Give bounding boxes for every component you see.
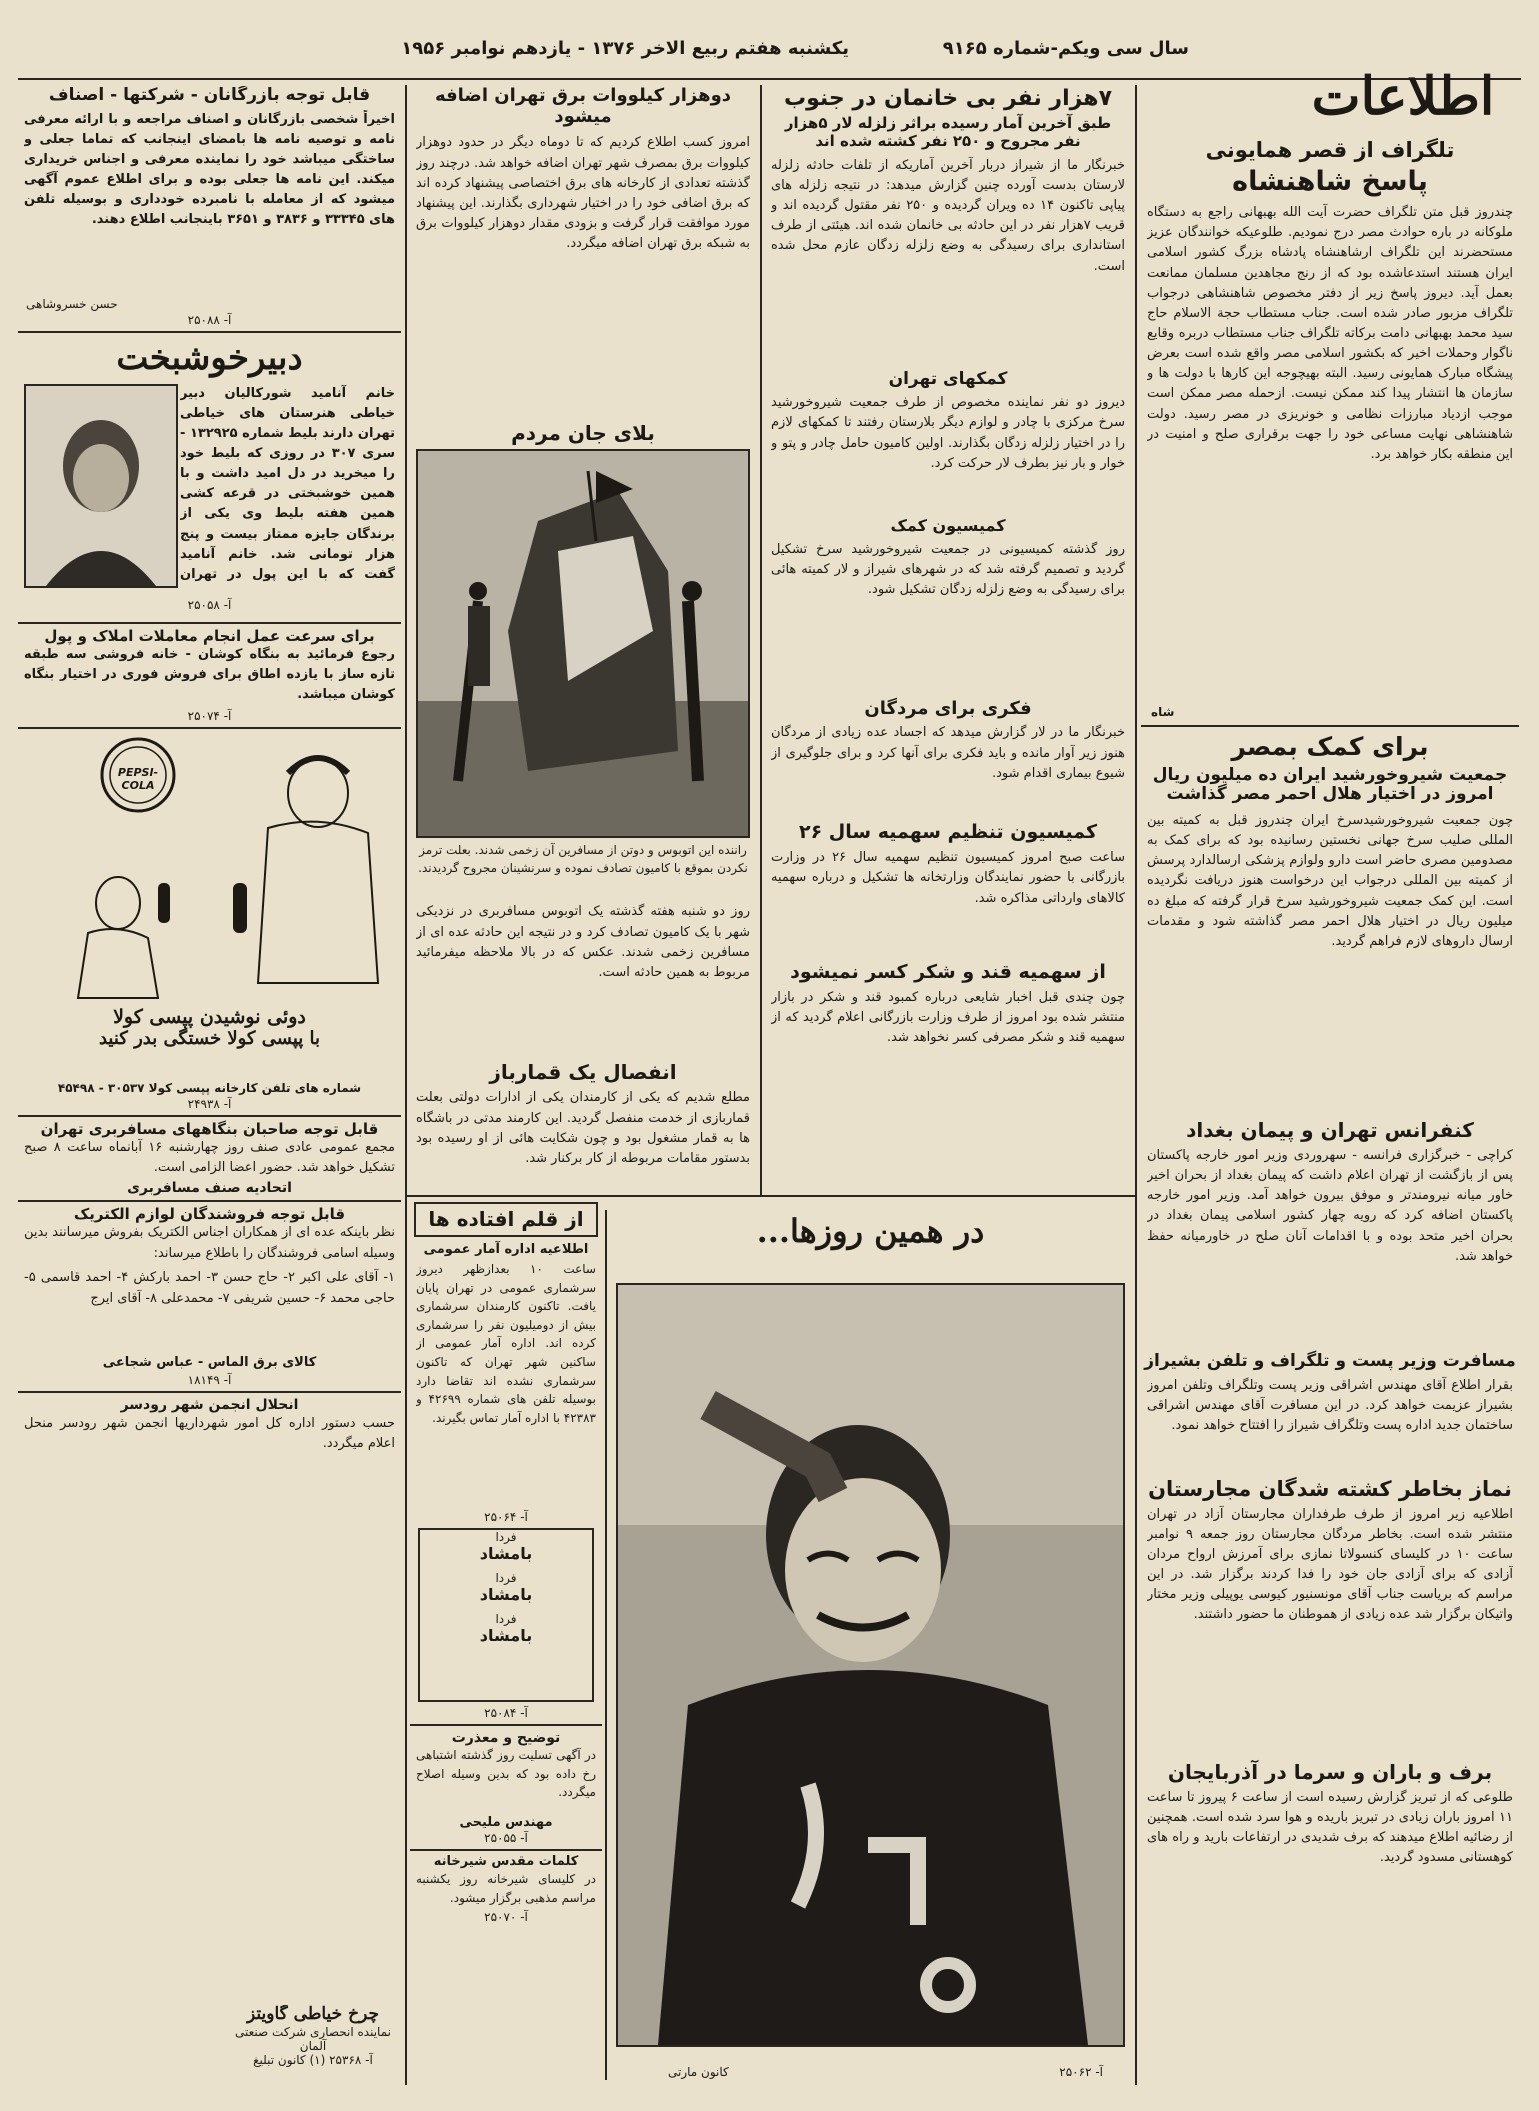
pepsi-illustration	[18, 733, 401, 1003]
apology-body: در آگهی تسلیت روز گذشته اشتباهی رخ داده بود که بدین وسیله اصلاح میگردد.	[416, 1748, 596, 1800]
headline: کمیسیون تنظیم سهمیه سال ۲۶	[798, 821, 1098, 844]
feature-section	[608, 1205, 1133, 2083]
pepsi-logo: PEPSI-COLA	[117, 765, 159, 792]
apology-signature: مهندس ملیحی	[459, 1815, 553, 1831]
headline: دوهزار کیلووات برق تهران اضافه میشود	[434, 86, 732, 127]
section-title: از قلم افتاده ها	[414, 1202, 598, 1237]
church-title: کلمات مقدس شیرخانه	[433, 1853, 579, 1869]
ad-list: ۱- آقای علی اکبر ۲- حاج حسن ۳- احمد بارکش ۴- احمد قاسمی ۵- حاجی محمد ۶- حسین شریفی ۷- محمدعلی ۸- آقای ایرج	[24, 1270, 395, 1306]
headline: نماز بخاطر کشته شدگان مجارستان	[1148, 1476, 1512, 1501]
portrait-image	[26, 386, 176, 586]
article-body: روز دو شنبه هفته گذشته یک اتوبوس مسافربری در نزدیکی شهر با یک کامیون تصادف کرد و در نتیجه این حادثه عده ای از مسافرین زخمی شدند. عکس که در بالا ملاحظه میفرمائید مربوط به همین حادثه است.	[416, 904, 750, 980]
article-body: ساعت صبح امروز کمیسیون تنظیم سهمیه سال ۲۶ در وزارت بازرگانی با حضور نمایندگان وزارتخانه ها تشکیل و درباره سهمیه کالاهای وارداتی مذاکره شد.	[771, 850, 1125, 906]
ad-ref: آ- ۱۸۱۴۹	[187, 1373, 232, 1388]
feature-photo-image	[618, 1285, 1123, 2045]
ad-ref: آ- ۲۴۹۳۸	[187, 1096, 232, 1111]
ad-ref: آ- ۲۵۰۸۴	[484, 1705, 528, 1720]
issue-date: یکشنبه هفتم ربیع الاخر ۱۳۷۶ - یازدهم نوامبر ۱۹۵۶	[401, 38, 849, 59]
section-rule	[405, 1195, 1137, 1197]
article-body: چون جمعیت شیروخورشیدسرخ ایران چندروز قبل به کمیته بین المللی صلیب سرخ جهانی نخستین رسانیده بود که برای کمک به مصدومین مصری حاضر است دارو ولوازم پزشکی ارسالدارد پرسش از کمیته بین المللی درجواب این درخواست هنوز دریافت نگردیده است. این کمک جمعیت شیروخورشید سرخ قرار گرفته که مبلغ ده میلیون ریال در اختیار هلال احمر مصر گذاشته شود و مقدمات ارسال داروهای لازم فراهم گردید.	[1147, 813, 1513, 949]
sewing-machine-ad	[225, 2005, 401, 2083]
church-body: در کلیسای شیرخانه روز یکشنبه مراسم مذهبی برگزار میشود.	[416, 1871, 596, 1905]
headline: پاسخ شاهنشاه	[1232, 166, 1428, 198]
column-notices	[410, 1202, 602, 2082]
kicker: تلگراف از قصر همایونی	[1205, 138, 1455, 162]
ad-title: انحلال انجمن شهر رودسر	[120, 1397, 299, 1414]
accident-photo	[416, 449, 750, 838]
ad-ref: آ- ۲۵۰۷۰	[484, 1909, 528, 1924]
article-body: دیروز دو نفر نماینده مخصوص از طرف جمعیت شیروخورشید سرخ مرکزی با چادر و لوازم دیگر بلارستان رفتند تا کمکهای لازم را در اختیار زلزله زدگان بگذارند. اولین کامیون حامل چادر و پتو و خوار و بار نیز بطرف لار حرکت کرد.	[771, 395, 1125, 471]
column-rule	[1135, 85, 1137, 2085]
ad-body: مجمع عمومی عادی صنف روز چهارشنبه ۱۶ آبانماه ساعت ۸ صبح تشکیل خواهد شد. حضور اعضا الزامی است.	[24, 1140, 395, 1176]
pepsi-body: با پپسی کولا خستگی بدر کنید	[98, 1027, 321, 1049]
ad-ref: آ- ۲۵۰۶۴	[484, 1509, 528, 1524]
headline: مسافرت وزیر پست و تلگراف و تلفن بشیراز	[1144, 1351, 1516, 1372]
ad-title: چرخ خیاطی گاویتز	[247, 2005, 379, 2024]
ad-ref: آ- ۲۵۰۸۸	[187, 312, 232, 327]
column-rule	[405, 85, 407, 2085]
ad-ref: آ- ۲۵۰۶۲	[1059, 2065, 1103, 2079]
headline: از سهمیه قند و شکر کسر نمیشود	[790, 961, 1106, 984]
column-news-2	[765, 86, 1131, 1191]
ad-title: قابل توجه بازرگانان - شرکتها - اصناف	[48, 86, 371, 105]
ad-body: خانم آنامید شورکالیان دبیر خیاطی هنرستان های خیاطی تهران دارند بلیط شماره ۱۳۲۹۲۵ - سری ۳۰۷ در روزی که بلیط خود را میخرید در دل امید داشت و با همین خوشبختی در قرعه کشی همین هفته بلیط وی یکی از برندگان جایزه ممتاز بیست و پنج هزار تومانی شد. خانم آنامید گفت که با این پول در تهران	[180, 385, 395, 582]
ad-footer: کالای برق الماس - عباس شجاعی	[102, 1355, 317, 1371]
notice-body: ساعت ۱۰ بعدازظهر دیروز سرشماری عمومی در تهران پایان یافت. تاکنون کارمندان سرشماری بیش از دومیلیون نفر را سرشماری کرده اند. اداره آمار عمومی از ساکنین شهر تهران که تاکنون سرشماری نشده اند تقاضا دارد بوسیله تلفن های شماره ۴۲۶۹۹ و ۴۲۳۸۳ با اداره آمار تماس بگیرند.	[416, 1261, 596, 1425]
article-body: خبرنگار ما در لار گزارش میدهد که اجساد عده زیادی از مردگان هنوز زیر آوار مانده و باید فکری برای آنها کرد و برای جلوگیری از شیوع بیماری اقدام شود.	[771, 725, 1125, 781]
pepsi-slogan: دوئی نوشیدن پپسی کولا	[113, 1005, 306, 1028]
article-body: روز گذشته کمیسیونی در جمعیت شیروخورشید سرخ تشکیل گردید و تصمیم گرفته شد که در شهرهای شیراز و لار کمیته هائی برای رسیدگی به وضع زلزله زدگان تشکیل شود.	[771, 541, 1125, 598]
portrait-photo	[24, 384, 178, 588]
ad-body: نظر باینکه عده ای از همکاران اجناس الکتریک بفروش میرسانند بدین وسیله اسامی فروشندگان را باطلاع میرساند:	[24, 1225, 395, 1261]
ad-body: اخیراً شخصی بازرگانان و اصناف مراجعه و با ارائه معرفی نامه و توصیه نامه ها بامضای اینجانب که تماما جعلی و ساختگی میباشد خود را نماینده معرفی و اجناس خریداری میکند. این نامه ها جعلی بوده و برای اطلاع عموم آگهی میشود که از معامله با نامبرده خودداری و بوسیله تلفن های ۳۳۳۴۵ و ۳۸۳۶ و ۳۶۵۱ باینجانب اطلاع دهند.	[24, 111, 395, 228]
article-body: چون چندی قبل اخبار شایعی درباره کمبود قند و شکر در بازار منتشر شده بود امروز از طرف وزارت بازرگانی اعلام گردید که از سهمیه قند و شکر مصرفی کسر نخواهد شد.	[771, 990, 1125, 1046]
article-body: مطلع شدیم که یکی از کارمندان یکی از ادارات دولتی بعلت قماربازی از خدمت منفصل گردید. این کارمند مدتی در باشگاه ها به قمار مشغول بود و چون شکایت هائی از او رسیده بود بدستور مقامات مربوطه از کار برکنار شد.	[416, 1090, 750, 1166]
subheadline: جمعیت شیروخورشید ایران ده میلیون ریال امروز در اختیار هلال احمر مصر گذاشت	[1152, 764, 1508, 805]
headline: ۷هزار نفر بی خانمان در جنوب	[783, 86, 1113, 111]
article-body: طلوعی که از تبریز گزارش رسیده است از ساعت ۶ پیروز تا ساعت ۱۱ امروز باران زیادی در تبریز باریده و هوا سرد شده است. همچنین از رضائیه اطلاع میدهند که برف شدیدی در ارتفاعات بارید و راه های کوهستانی مسدود گردید.	[1147, 1789, 1513, 1866]
headline: کنفرانس تهران و پیمان بغداد	[1186, 1118, 1474, 1143]
accident-photo-image	[418, 451, 748, 836]
headline: فکری برای مردگان	[864, 697, 1032, 719]
ad-ref: آ- ۲۵۰۵۵	[484, 1830, 528, 1845]
ad-body: حسب دستور اداره کل امور شهرداریها انجمن شهر رودسر منحل اعلام میگردد.	[24, 1415, 395, 1451]
column-news-1	[1141, 138, 1519, 2083]
pepsi-ad	[18, 733, 401, 1081]
article-body: کراچی - خبرگزاری فرانسه - سهروردی وزیر امور خارجه پاکستان پس از بازگشت از تهران اعلام داشت که پیمان بغداد از بحران اخیر خاور میانه نیرومندتر و موفق بیرون خواهد آمد. وزیر امور خارجه پاکستان اضافه کرد که رویه چهار کشور اسلامی پیمان بغداد در بحران اخیر متحد بوده و با اقدامات آنان صلح در خاورمیانه حفظ خواهد شد.	[1147, 1148, 1513, 1264]
apology-title: توضیح و معذرت	[451, 1729, 561, 1746]
ad-ref: آ- ۲۵۳۶۸ (۱) کانون تبلیغ	[253, 2052, 373, 2067]
article-body: اطلاعیه زیر امروز از طرف طرفداران مجارستان آزاد در تهران منتشر شده است. بخاطر مردگان مجارستان روز جمعه ۹ نوامبر ساعت ۱۰ در کلیسای کنسولاتا نمازی برای آمرزش ارواح مردان آزادی که برای آزادی جان خود را فدا کردند برگزار شد. در این مراسم که بریاست جناب آقای مونسنیور کیوسی یوپیلی وزیر مختار واتیکان برگزار شد عده زیادی از هموطنان ما حضور داشتند.	[1147, 1506, 1513, 1623]
photo-caption: راننده این اتوبوس و دوتن از مسافرین آن زخمی شدند. بعلت ترمز نکردن بموقع با کامیون تصادف نموده و سرنشینان مجروح گردیدند.	[418, 843, 748, 875]
signature: شاه	[1151, 705, 1175, 720]
column-news-3	[410, 86, 756, 1191]
column-rule	[760, 85, 762, 1195]
headline: انفصال یک قمارباز	[489, 1060, 677, 1085]
ad-title: دبیرخوشبخت	[116, 337, 303, 378]
issue-number: سال سی ویکم-شماره ۹۱۶۵	[942, 38, 1189, 59]
bamshad-ad: فردا بامشاد فردا بامشاد فردا بامشاد	[418, 1528, 594, 1702]
article-body: چندروز قبل متن تلگراف حضرت آیت الله بهبهانی راجع به دستگاه ملوکانه در باره حوادث مصر درج نمودیم. طلوعیکه خوانندگان عزیز مستحضرند این تلگراف ارشاهنشاه پادشاه بزرگ کشور اسلامی ایران هستند استدعاشده بود که از رنج مجاهدین مسلمان ممانعت بعمل آید. دیروز پاسخ زیر از دفتر مخصوص شاهنشاهی درجواب تلگراف مزبور صادر شده است. جناب مستطاب حجة الاسلام حاج سید محمد بهبهانی دامت برکاته تلگراف جناب مستطاب دربره وقایع ناگوار وحملات اخیر که بکشور اسلامی مصر واقع شده است بعرض پیشگاه مبارک همایونی رسید. البته بهیچوجه این کارها با دولت ها و سازمان ها انتشار پیدا کند ممکن نیست. ازحمله مصر ممکن است موجب ازدیاد مبارزات نظامی و خونریزی در مصر رسید. دولت شاهنشاهی نهایت مساعی خود را جهت برقراری صلح و امنیت در این منطقه بکار خواهد برد.	[1147, 205, 1513, 462]
masthead-title: اطلاعات	[1311, 66, 1495, 127]
ad-ref: آ- ۲۵۰۵۸	[187, 597, 232, 612]
column-ads	[18, 86, 401, 2083]
headline: برای کمک بمصر	[1231, 732, 1429, 762]
ad-body: رجوع فرمائید به بنگاه کوشان - خانه فروشی سه طبقه تازه ساز با یازده اطاق برای فروش فوری در اختیار بنگاه کوشان میباشد.	[24, 646, 395, 703]
feature-headline: در همین روزها...	[756, 1212, 985, 1250]
article-body: امروز کسب اطلاع کردیم که تا دوماه دیگر در حدود دوهزار کیلووات برق بمصرف شهر تهران اضافه خواهد شد. درچند روز گذشته تعدادی از کارخانه های برق اختصاصی پیشنهاد کرده اند که برق اضافی خود را در اختیار شهرداری بگذارند. این پیشنهاد مورد موافقت قرار گرفت و بزودی مقدار دوهزار کیلووات برق به شبکه برق تهران اضافه میگردد.	[416, 135, 750, 252]
ad-body: نماینده انحصاری شرکت صنعتی آلمان	[235, 2024, 391, 2053]
ad-title: برای سرعت عمل انجام معاملات املاک و پول	[44, 626, 375, 645]
headline: کمکهای تهران	[888, 368, 1008, 389]
ad-title: قابل توجه فروشندگان لوازم الکتریک	[73, 1205, 346, 1224]
notice-title: اطلاعیه اداره آمار عمومی	[423, 1242, 589, 1257]
feature-photo	[616, 1283, 1125, 2047]
article-body: بقرار اطلاع آقای مهندس اشراقی وزیر پست وتلگراف وتلفن امروز بشیراز عزیمت خواهد کرد. در این مسافرت آقای مهندس اشراقی ساختمان جدید اداره پست وتلگراف شیراز را افتتاح خواهد نمود.	[1147, 1377, 1513, 1433]
article-body: خبرنگار ما از شیراز دربار آخرین آماریکه از تلفات حادثه زلزله لارستان بدست آورده چنین گزارش میدهد: در نتیجه زلزله های پیاپی تاکنون ۱۴ ده ویران گردیده و ۲۵۰ نفر مقتول گردیده اند و قریب ۷هزار نفر در این حادثه بی خانمان شده اند. هیئتی از طرف استانداری برای رسیدگی به وضع زلزله زدگان عازم محل شده است.	[771, 157, 1125, 274]
subheadline: طبق آخرین آمار رسیده براثر زلزله لار ۵هزار نفر مجروح و ۲۵۰ نفر کشته شده اند	[784, 114, 1112, 150]
ad-title: قابل توجه صاحبان بنگاههای مسافربری تهران	[40, 1119, 379, 1138]
masthead	[1287, 58, 1519, 136]
ad-signature: حسن خسروشاهی	[26, 296, 118, 311]
photo-credit: کانون مارتی	[668, 2065, 729, 2079]
ad-signature: اتحادیه صنف مسافربری	[127, 1180, 292, 1197]
pepsi-phones: شماره های تلفن کارخانه پپسی کولا ۳۰۵۳۷ - ۴۵۴۹۸	[57, 1080, 362, 1095]
column-rule	[605, 1210, 607, 2080]
headline: کمیسیون کمک	[890, 516, 1006, 536]
photo-title: بلای جان مردم	[511, 421, 655, 446]
ad-ref: آ- ۲۵۰۷۴	[187, 708, 232, 723]
headline: برف و باران و سرما در آذربایجان	[1167, 1759, 1493, 1784]
